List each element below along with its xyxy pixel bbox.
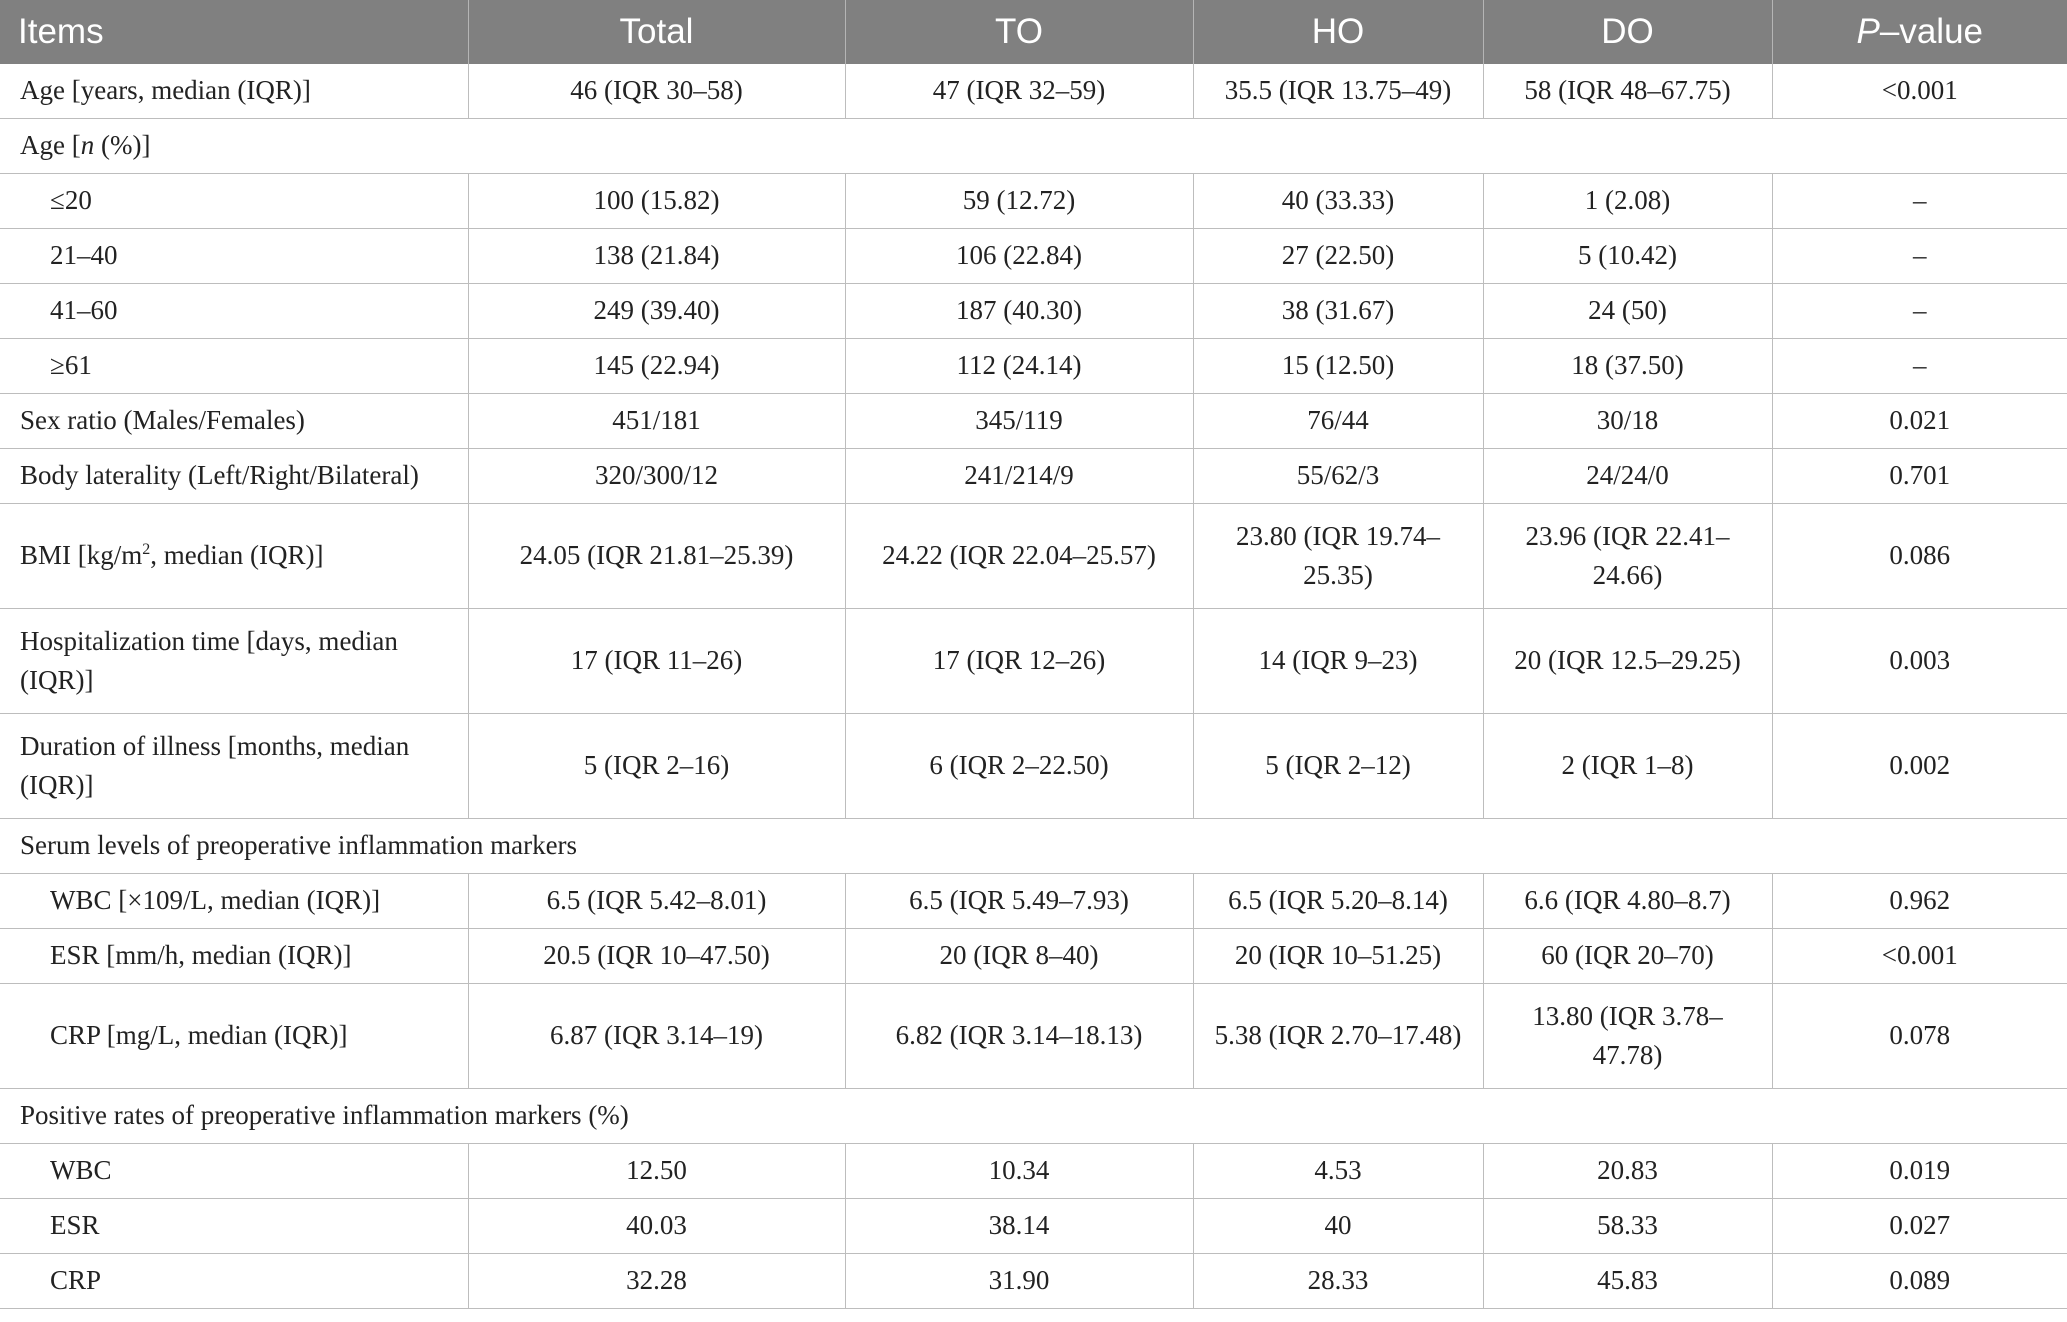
cell-to: 24.22 (IQR 22.04–25.57) [845,504,1193,609]
cell-do: 5 (10.42) [1483,229,1772,284]
cell-total: 46 (IQR 30–58) [468,64,845,119]
cell-do: 1 (2.08) [1483,174,1772,229]
header-do: DO [1483,0,1772,64]
cell-p-value: 0.003 [1772,609,2067,714]
cell-ho: 28.33 [1193,1254,1483,1309]
table-row [0,394,2067,449]
cell-p-value: – [1772,174,2067,229]
header-items: Items [0,0,468,64]
cell-do: 24 (50) [1483,284,1772,339]
cell-to: 47 (IQR 32–59) [845,64,1193,119]
header-p-suffix: –value [1879,12,1983,51]
cell-do: 30/18 [1483,394,1772,449]
cell-do: 58 (IQR 48–67.75) [1483,64,1772,119]
row-label: Body laterality (Left/Right/Bilateral) [0,449,468,504]
section-label-pre: Age [ [20,130,81,161]
cell-total: 20.5 (IQR 10–47.50) [468,929,845,984]
table-row [0,229,2067,284]
cell-p-value: – [1772,229,2067,284]
cell-p-value: <0.001 [1772,64,2067,119]
cell-total: 145 (22.94) [468,339,845,394]
table-row [0,174,2067,229]
cell-total: 17 (IQR 11–26) [468,609,845,714]
table-row [0,714,2067,819]
cell-total: 249 (39.40) [468,284,845,339]
row-label: 41–60 [0,284,468,339]
cell-do: 20.83 [1483,1144,1772,1199]
cell-do: 23.96 (IQR 22.41–24.66) [1483,504,1772,609]
cell-to: 20 (IQR 8–40) [845,929,1193,984]
row-label: CRP [0,1254,468,1309]
table-row [0,1144,2067,1199]
section-label: Serum levels of preoperative inflammation markers [0,819,2067,874]
table-row [0,1254,2067,1309]
cell-to: 187 (40.30) [845,284,1193,339]
header-p-letter: P [1856,12,1880,51]
cell-p-value: 0.019 [1772,1144,2067,1199]
table-row [0,874,2067,929]
cell-total: 40.03 [468,1199,845,1254]
section-label-italic: n [80,130,95,161]
table-header [0,0,2067,64]
section-row [0,1089,2067,1144]
cell-p-value: – [1772,339,2067,394]
row-label: 21–40 [0,229,468,284]
cell-to: 6.5 (IQR 5.49–7.93) [845,874,1193,929]
cell-do: 24/24/0 [1483,449,1772,504]
table-row [0,609,2067,714]
cell-do: 18 (37.50) [1483,339,1772,394]
section-label: Positive rates of preoperative inflammation markers (%) [0,1089,2067,1144]
cell-ho: 38 (31.67) [1193,284,1483,339]
cell-p-value: 0.962 [1772,874,2067,929]
table-body [0,64,2067,1309]
cell-do: 20 (IQR 12.5–29.25) [1483,609,1772,714]
cell-p-value: 0.086 [1772,504,2067,609]
cell-ho: 6.5 (IQR 5.20–8.14) [1193,874,1483,929]
row-label: ESR [mm/h, median (IQR)] [0,929,468,984]
cell-to: 59 (12.72) [845,174,1193,229]
table-row [0,64,2067,119]
section-row [0,119,2067,174]
cell-total: 24.05 (IQR 21.81–25.39) [468,504,845,609]
section-label [0,119,2067,174]
cell-ho: 27 (22.50) [1193,229,1483,284]
cell-total: 32.28 [468,1254,845,1309]
row-label: ESR [0,1199,468,1254]
cell-do: 45.83 [1483,1254,1772,1309]
row-label: CRP [mg/L, median (IQR)] [0,984,468,1089]
cell-p-value: 0.701 [1772,449,2067,504]
cell-ho: 15 (12.50) [1193,339,1483,394]
row-label: Age [years, median (IQR)] [0,64,468,119]
section-row [0,819,2067,874]
cell-p-value: 0.089 [1772,1254,2067,1309]
cell-ho: 23.80 (IQR 19.74–25.35) [1193,504,1483,609]
cell-do: 60 (IQR 20–70) [1483,929,1772,984]
header-total: Total [468,0,845,64]
cell-to: 38.14 [845,1199,1193,1254]
cell-ho: 14 (IQR 9–23) [1193,609,1483,714]
row-label-post: , median (IQR)] [150,540,324,571]
cell-ho: 35.5 (IQR 13.75–49) [1193,64,1483,119]
cell-to: 106 (22.84) [845,229,1193,284]
header-to: TO [845,0,1193,64]
cell-total: 6.87 (IQR 3.14–19) [468,984,845,1089]
cell-ho: 40 (33.33) [1193,174,1483,229]
cell-total: 320/300/12 [468,449,845,504]
table-row [0,284,2067,339]
cell-total: 100 (15.82) [468,174,845,229]
cell-total: 5 (IQR 2–16) [468,714,845,819]
cell-to: 6.82 (IQR 3.14–18.13) [845,984,1193,1089]
row-label: ≤20 [0,174,468,229]
table-row [0,504,2067,609]
row-label-superscript: 2 [142,541,151,559]
cell-ho: 40 [1193,1199,1483,1254]
table-row [0,929,2067,984]
cell-to: 345/119 [845,394,1193,449]
cell-total: 451/181 [468,394,845,449]
cell-do: 58.33 [1483,1199,1772,1254]
cell-to: 6 (IQR 2–22.50) [845,714,1193,819]
row-label: WBC [×109/L, median (IQR)] [0,874,468,929]
cell-total: 6.5 (IQR 5.42–8.01) [468,874,845,929]
cell-total: 138 (21.84) [468,229,845,284]
row-label: Hospitalization time [days, median (IQR)] [0,609,468,714]
row-label [0,504,468,609]
cell-ho: 5 (IQR 2–12) [1193,714,1483,819]
cell-total: 12.50 [468,1144,845,1199]
cell-do: 6.6 (IQR 4.80–8.7) [1483,874,1772,929]
cell-to: 241/214/9 [845,449,1193,504]
cell-ho: 4.53 [1193,1144,1483,1199]
cell-p-value: – [1772,284,2067,339]
cell-to: 17 (IQR 12–26) [845,609,1193,714]
cell-p-value: 0.078 [1772,984,2067,1089]
row-label: ≥61 [0,339,468,394]
cell-ho: 76/44 [1193,394,1483,449]
cell-ho: 55/62/3 [1193,449,1483,504]
table-row [0,984,2067,1089]
header-p-value [1772,0,2067,64]
table-row [0,1199,2067,1254]
cell-ho: 5.38 (IQR 2.70–17.48) [1193,984,1483,1089]
cell-do: 2 (IQR 1–8) [1483,714,1772,819]
cell-to: 31.90 [845,1254,1193,1309]
header-row [0,0,2067,64]
row-label: Duration of illness [months, median (IQR)] [0,714,468,819]
cell-p-value: 0.021 [1772,394,2067,449]
cell-ho: 20 (IQR 10–51.25) [1193,929,1483,984]
table-row [0,339,2067,394]
cell-to: 112 (24.14) [845,339,1193,394]
cell-p-value: <0.001 [1772,929,2067,984]
row-label: Sex ratio (Males/Females) [0,394,468,449]
cell-p-value: 0.002 [1772,714,2067,819]
row-label-pre: BMI [kg/m [20,540,143,571]
cell-p-value: 0.027 [1772,1199,2067,1254]
cell-to: 10.34 [845,1144,1193,1199]
cell-do: 13.80 (IQR 3.78–47.78) [1483,984,1772,1089]
row-label: WBC [0,1144,468,1199]
header-ho: HO [1193,0,1483,64]
table-row [0,449,2067,504]
section-label-post: (%)] [94,130,151,161]
